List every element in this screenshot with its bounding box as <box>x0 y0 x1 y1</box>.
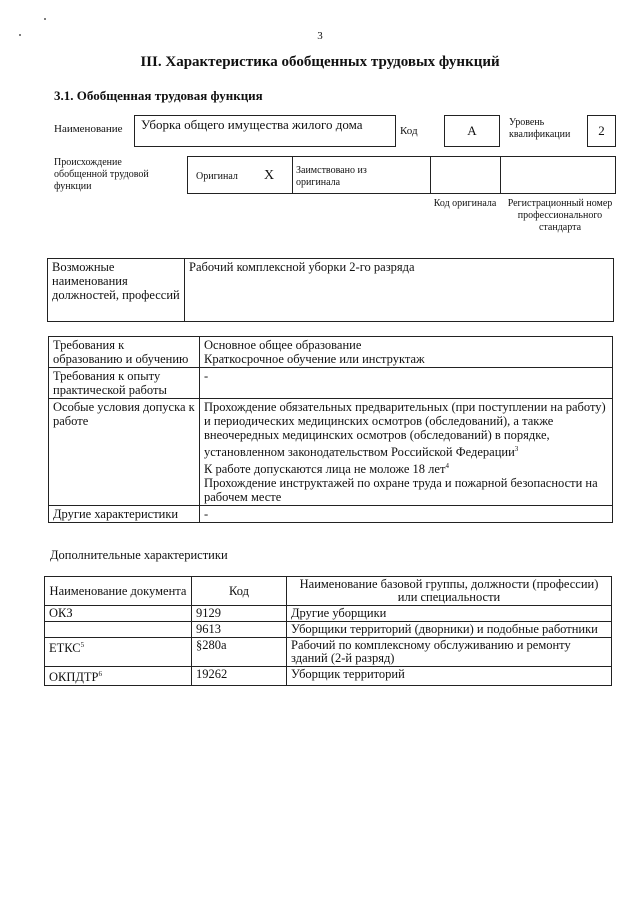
col-header-name: Наименование базовой группы, должности (профессии) или специальности <box>287 577 612 606</box>
positions-label: Возможные наименования должностей, профессий <box>48 259 185 322</box>
row-doc: ЕТКС$^5$ <box>45 638 192 667</box>
table-row <box>45 638 612 667</box>
code-original-label: Код оригинала <box>433 198 497 209</box>
req-other-label: Другие характеристики <box>49 506 200 523</box>
col-header-code: Код <box>192 577 287 606</box>
original-mark: X <box>264 168 275 183</box>
req-education-label: Требования к образованию и обучению <box>49 337 200 368</box>
req-experience-label: Требования к опыту практической работы <box>49 368 200 399</box>
level-label: Уровень квалификации <box>509 117 571 140</box>
row-name: Уборщик территорий <box>287 667 612 686</box>
footnote-mark: 4 <box>445 462 449 471</box>
col-header-document: Наименование документа <box>45 577 192 606</box>
page-number: 3 <box>317 30 323 42</box>
row-name: Уборщики территорий (дворники) и подобные работники <box>287 622 612 638</box>
code-value: A <box>444 115 500 147</box>
footnote-mark: 5 <box>80 641 85 649</box>
origin-label: Происхождение обобщенной трудовой функции <box>54 157 149 192</box>
req-education-line: Краткосрочное обучение или инструктаж <box>204 352 425 366</box>
footnote-mark: 3 <box>514 445 519 453</box>
req-special-line: Прохождение обязательных предварительных (при поступлении на работу) и периодических медицинских осмотров (обследований), а также внеочередных медицинских осмотров (обследований) в порядке, установленном законодательством Российской Федерации$^3$ <box>204 400 606 460</box>
borrowed-label: Заимствовано из оригинала <box>296 165 367 188</box>
section-title: III. Характеристика обобщенных трудовых функций <box>140 54 500 70</box>
table-row <box>45 622 612 638</box>
origin-box <box>187 156 616 194</box>
additional-table <box>44 576 612 686</box>
footnote-mark: 6 <box>98 670 103 678</box>
scan-speck <box>44 18 46 20</box>
reg-number-label: Регистрационный номер профессионального стандарта <box>507 198 613 233</box>
row-doc: ОКЗ <box>45 606 192 622</box>
req-special-line: Прохождение инструктажей по охране труда и пожарной безопасности на рабочем месте <box>204 476 598 505</box>
subsection-title: 3.1. Обобщенная трудовая функция <box>54 88 263 103</box>
req-other-value: - <box>200 506 613 523</box>
table-row <box>45 667 612 686</box>
code-label: Код <box>400 125 418 137</box>
row-code: 9129 <box>192 606 287 622</box>
row-code: 19262 <box>192 667 287 686</box>
name-value: Уборка общего имущества жилого дома <box>134 115 396 147</box>
req-special-line: К работе допускаются лица не моложе 18 лет$^4$ <box>204 462 449 477</box>
row-doc <box>45 622 192 638</box>
row-code: 9613 <box>192 622 287 638</box>
original-label: Оригинал <box>196 171 238 182</box>
row-name: Другие уборщики <box>287 606 612 622</box>
req-experience-value: - <box>200 368 613 399</box>
row-doc: ОКПДТР$^6$ <box>45 667 192 686</box>
level-value: 2 <box>587 115 616 147</box>
row-name: Рабочий по комплексному обслуживанию и ремонту зданий (2-й разряд) <box>287 638 612 667</box>
req-special-label: Особые условия допуска к работе <box>49 399 200 506</box>
req-education-value <box>200 337 613 368</box>
positions-value: Рабочий комплексной уборки 2-го разряда <box>185 259 614 322</box>
row-code: §280а <box>192 638 287 667</box>
name-label: Наименование <box>54 123 123 135</box>
req-education-line: Основное общее образование <box>204 338 362 352</box>
positions-table <box>47 258 614 322</box>
additional-title: Дополнительные характеристики <box>50 548 228 562</box>
requirements-table <box>48 336 613 523</box>
req-special-value <box>200 399 613 506</box>
table-row <box>45 606 612 622</box>
